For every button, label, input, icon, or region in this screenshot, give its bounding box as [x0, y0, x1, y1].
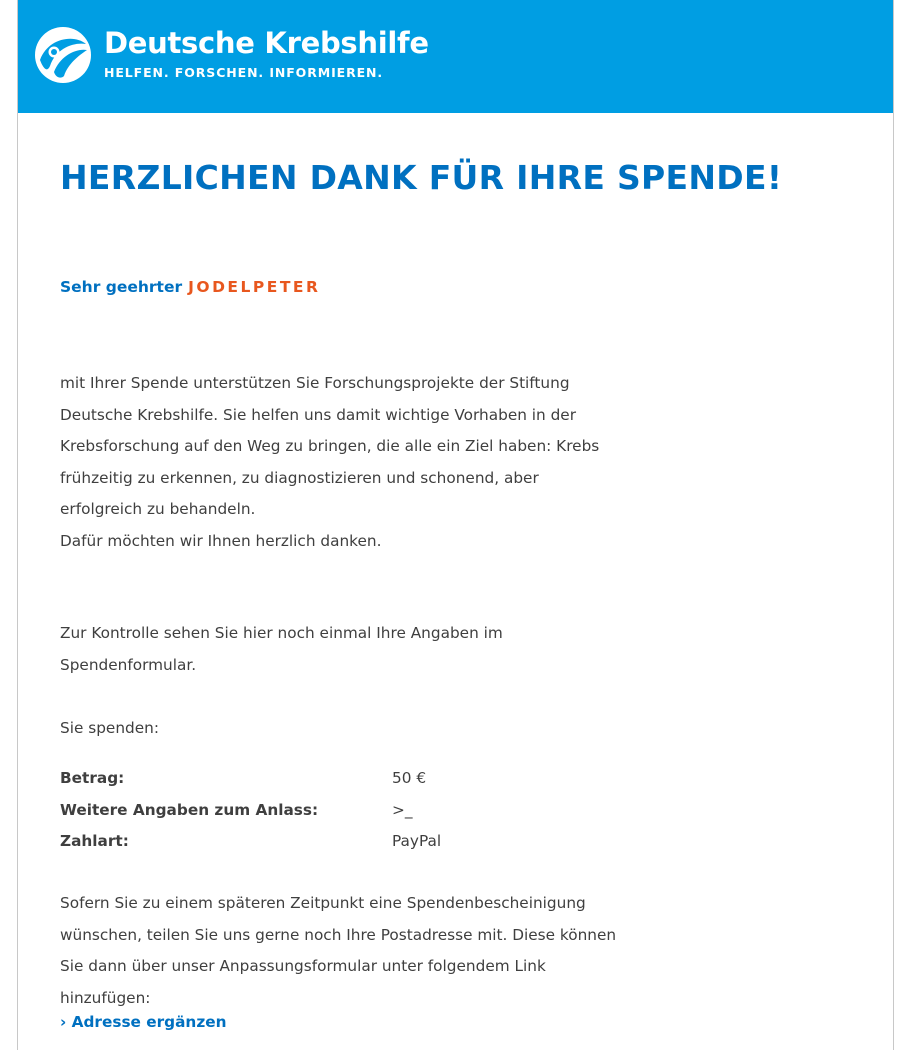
page-border-right	[893, 0, 894, 1050]
detail-value-payment: PayPal	[392, 832, 442, 850]
detail-row	[60, 795, 620, 827]
intro-paragraph-thanks: Dafür möchten wir Ihnen herzlich danken.	[60, 531, 382, 550]
intro-paragraph	[60, 368, 620, 557]
recipient-name: JODELPETER	[188, 278, 321, 296]
krebshilfe-wave-logo-icon	[34, 26, 92, 84]
intro-paragraph-text: mit Ihrer Spende unterstützen Sie Forschungsprojekte der Stiftung Deutsche Krebshilfe. Sie helfen uns damit wichtige Vorhaben in der Krebsforschung auf den Weg zu bringen, die alle ein Ziel haben: Krebs frühzeitig zu erkennen, zu diagnostizieren und schonend, aber erfolgreich zu behandeln.	[60, 374, 600, 518]
detail-value-amount: 50 €	[392, 769, 427, 787]
brand-logo[interactable]	[34, 26, 429, 84]
detail-label-amount: Betrag:	[60, 769, 125, 787]
brand-logo-text	[104, 26, 429, 80]
donation-intro: Sie spenden:	[60, 719, 159, 737]
salutation	[60, 278, 320, 296]
page-title: HERZLICHEN DANK FÜR IHRE SPENDE!	[60, 158, 783, 197]
brand-subtitle: HELFEN. FORSCHEN. INFORMIEREN.	[104, 65, 384, 80]
address-add-link[interactable]: › Adresse ergänzen	[60, 1013, 227, 1031]
header-banner	[18, 0, 893, 113]
detail-row	[60, 826, 620, 858]
brand-title: Deutsche Krebshilfe	[104, 26, 429, 60]
receipt-paragraph: Sofern Sie zu einem späteren Zeitpunkt eine Spendenbescheinigung wünschen, teilen Sie uns gerne noch Ihre Postadresse mit. Diese können Sie dann über unser Anpassungsformular unter folgendem Link hinzufügen:	[60, 894, 617, 1007]
detail-value-occasion: >_	[392, 800, 413, 819]
detail-label-payment: Zahlart:	[60, 832, 129, 850]
detail-row	[60, 763, 620, 795]
summary-paragraph: Zur Kontrolle sehen Sie hier noch einmal Ihre Angaben im Spendenformular.	[60, 624, 503, 674]
detail-label-occasion: Weitere Angaben zum Anlass:	[60, 800, 319, 819]
salutation-prefix: Sehr geehrter	[60, 278, 183, 296]
page-border-left	[17, 0, 18, 1050]
donation-details	[60, 763, 620, 858]
